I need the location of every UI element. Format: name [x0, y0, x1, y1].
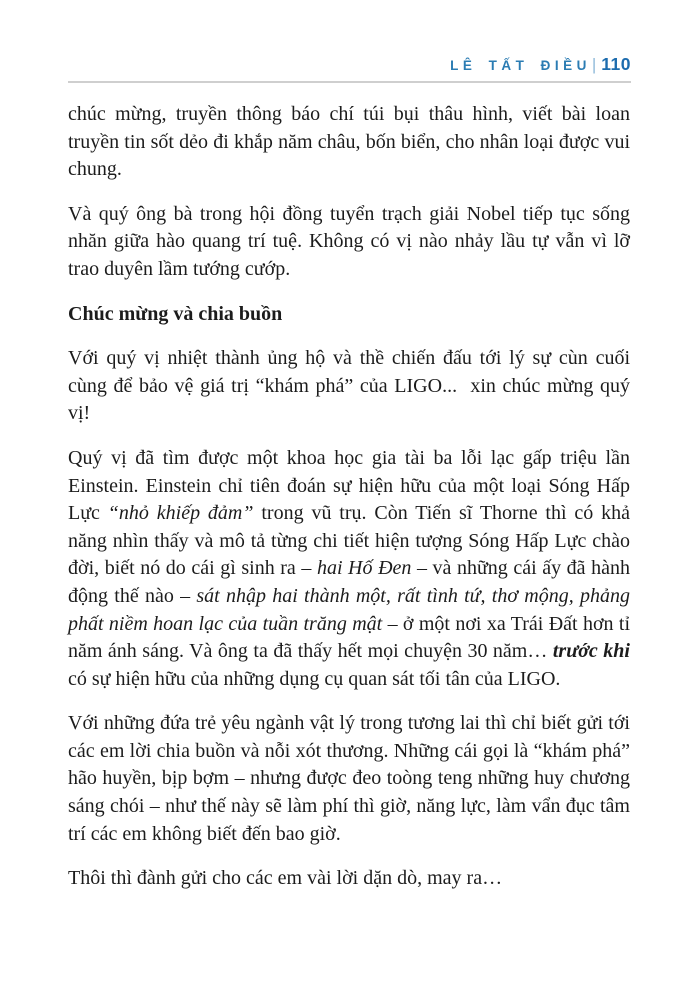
text-run: – và những cái ấy đã hành động thế nào –: [68, 557, 630, 607]
paragraph: [68, 865, 630, 893]
page-body: [68, 101, 630, 910]
paragraph: [68, 710, 630, 848]
text-run: sát nhập hai thành một, rất tình tứ, thơ mộng, phảng phất niềm hoan lạc của tuần trăng mật: [68, 584, 631, 635]
text-run: trước khi: [552, 640, 630, 663]
text-run: chúc mừng, truyền thông báo chí túi bụi thâu hình, viết bài loan truyền tin sốt dẻo đi khắp năm châu, bốn biển, cho nhân loại được vui chung.: [68, 103, 630, 181]
text-run: “nhỏ khiếp đảm”: [107, 502, 254, 525]
text-run: Và quý ông bà trong hội đồng tuyển trạch giải Nobel tiếp tục sống nhăn giữa hào quang trí tuệ. Không có vị nào nhảy lầu tự vẫn vì lỡ trao duyên lầm tướng cướp.: [68, 202, 630, 280]
page-number: 110: [601, 54, 631, 74]
page-header: [68, 54, 631, 83]
text-run: Thôi thì đành gửi cho các em vài lời dặn dò, may ra…: [68, 867, 503, 890]
header-separator: |: [591, 55, 597, 74]
text-run: có sự hiện hữu của những dụng cụ quan sát tối tân của LIGO.: [68, 667, 561, 690]
paragraph: [68, 201, 630, 284]
paragraph: [68, 101, 630, 184]
text-run: Chúc mừng và chia buồn: [68, 302, 283, 325]
text-run: – ở một nơi xa Trái Đất hơn tỉ năm ánh sáng. Và ông ta đã thấy hết mọi chuyện 30 năm…: [68, 612, 631, 663]
paragraph: [68, 445, 630, 693]
text-run: Quý vị đã tìm được một khoa học gia tài ba lỗi lạc gấp triệu lần Einstein. Einstein chỉ tiên đoán sự hiện hữu của một loại Sóng Hấp Lực: [68, 446, 630, 525]
section-heading: [68, 301, 630, 329]
text-run: trong vũ trụ. Còn Tiến sĩ Thorne thì có khả năng nhìn thấy và mô tả từng chi tiết hiện tượng Sóng Hấp Lực chào đời, biết nó do cái gì sinh ra –: [68, 502, 631, 580]
text-run: Với những đứa trẻ yêu ngành vật lý trong tương lai thì chỉ biết gửi tới các em lời chia buồn và nỗi xót thương. Những cái gọi là “khám phá” hão huyền, bịp bợm – nhưng được đeo toòng teng những huy chương sáng chói – như thế này sẽ làm phí thì giờ, năng lực, làm vẩn đục tâm trí các em không biết đến bao giờ.: [68, 712, 630, 845]
paragraph: [68, 345, 630, 428]
author-name: LÊ TẤT ĐIỀU: [450, 58, 591, 73]
text-run: hai Hố Đen: [316, 557, 412, 580]
text-run: Với quý vị nhiệt thành ủng hộ và thề chiến đấu tới lý sự cùn cuối cùng để bảo vệ giá trị “khám phá” của LIGO... xin chúc mừng quý vị!: [68, 347, 630, 425]
